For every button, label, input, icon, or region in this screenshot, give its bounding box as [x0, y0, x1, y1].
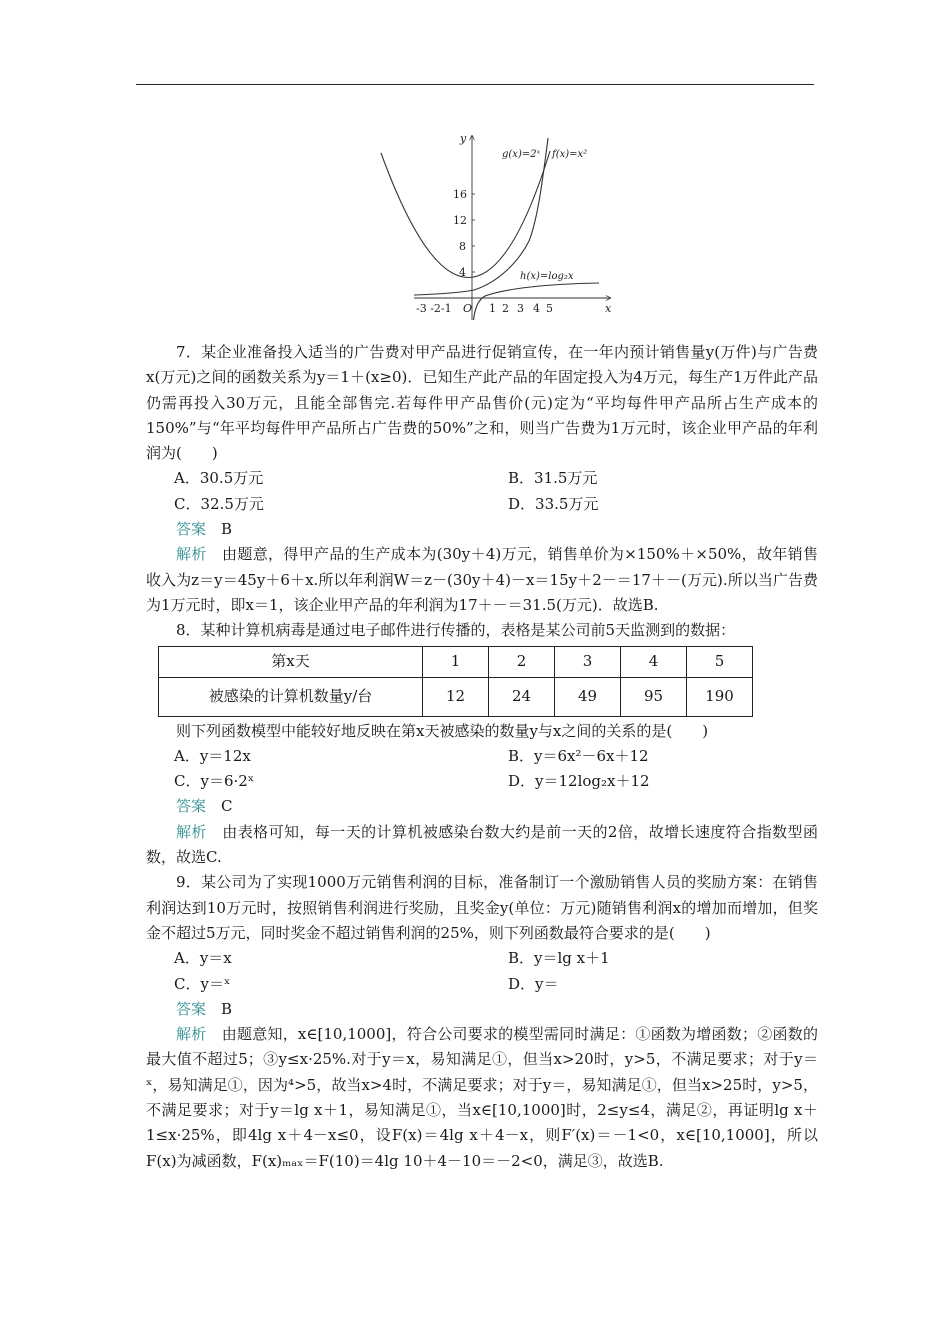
y-tick-8: 8	[459, 240, 466, 253]
q8-data-table	[158, 646, 753, 717]
q8-analysis-text: 由表格可知，每一天的计算机被感染台数大约是前一天的2倍，故增长速度符合指数型函数，故选C.	[146, 822, 818, 867]
q9-analysis	[146, 1022, 818, 1174]
q7-stem: 7．某企业准备投入适当的广告费对甲产品进行促销宣传，在一年内预计销售量y(万件)与广告费x(万元)之间的函数关系为y＝1＋(x≥0)．已知生产此产品的年固定投入为4万元，每生产1万件此产品仍需再投入30万元，且能全部售完.若每件甲产品售价(元)定为“平均每件甲产品所占生产成本的150%”与“年平均每件甲产品所占广告费的50%”之和，则当广告费为1万元时，该企业甲产品的年利润为( )	[146, 343, 818, 463]
q8-stem: 8．某种计算机病毒是通过电子邮件进行传播的，表格是某公司前5天监测到的数据：	[176, 621, 736, 640]
table-cell: 3	[555, 646, 621, 677]
q9-option-d: D．y＝	[508, 974, 559, 993]
q9-answer-value: B	[221, 999, 233, 1018]
table-cell: 2	[489, 646, 555, 677]
y-tick-12: 12	[453, 214, 467, 227]
label-f: f(x)=x²	[552, 149, 588, 160]
y-tick-4: 4	[459, 266, 466, 279]
y-axis-label: y	[460, 132, 467, 145]
table-cell: 5	[687, 646, 753, 677]
table-cell: 4	[621, 646, 687, 677]
q8-question: 则下列函数模型中能较好地反映在第x天被感染的数量y与x之间的关系的是( )	[176, 721, 709, 740]
q8-option-a: A．y＝12x	[174, 746, 251, 765]
table-cell: 1	[423, 646, 489, 677]
table-cell: 95	[621, 677, 687, 716]
q9-options-row1	[146, 946, 818, 971]
answer-tag: 答案	[176, 520, 207, 539]
q9-stem: 9．某公司为了实现1000万元销售利润的目标，准备制订一个激励销售人员的奖励方案：在销售利润达到10万元时，按照销售利润进行奖励，且奖金y(单位：万元)随销售利润x的增加而增加，但奖金不超过5万元，同时奖金不超过销售利润的25%，则下列函数最符合要求的是( )	[146, 873, 818, 942]
origin-label: O	[463, 302, 473, 315]
label-g: g(x)=2ˣ	[502, 149, 541, 160]
table-header-day: 第x天	[159, 646, 423, 677]
q9-analysis-text: 由题意知，x∈[10,1000]，符合公司要求的模型需同时满足：①函数为增函数；②函数的最大值不超过5；③y≤x·25%.对于y＝x，易知满足①，但当x>20时，y>5，不满足要求；对于y＝ˣ，易知满足①，因为⁴>5，故当x>4时，不满足要求；对于y＝，易知满足①，但当x>25时，y>5，不满足要求；对于y＝lg x＋1，易知满足①，当x∈[10,1000]时，2≤y≤4，满足②，再证明lg x＋1≤x·25%，即4lg x＋4－x≤0，设F(x)＝4lg x＋4－x，则F′(x)＝－1<0，x∈[10,1000]，所以F(x)为减函数，F(x)ₘₐₓ＝F(10)＝4lg 10＋4－10＝－2<0，满足③，故选B.	[146, 1025, 818, 1170]
x-ticks-negative: -3 -2-1	[416, 302, 452, 315]
q9-answer	[146, 997, 818, 1022]
x-tick-3: 3	[517, 302, 524, 315]
q8-options-row2	[146, 769, 818, 794]
answer-tag: 答案	[176, 999, 207, 1018]
q7-option-b: B．31.5万元	[508, 469, 598, 488]
q7-options-row2	[146, 492, 818, 517]
table-row	[159, 677, 753, 716]
q8-option-c: C．y＝6·2ˣ	[174, 772, 255, 791]
q8-answer	[146, 794, 818, 819]
header-rule	[136, 84, 814, 85]
q7-answer	[146, 517, 818, 542]
table-header-infected: 被感染的计算机数量y/台	[159, 677, 423, 716]
q8-answer-value: C	[221, 797, 233, 816]
q7-options-row1	[146, 466, 818, 491]
q8-analysis	[146, 820, 818, 871]
document-body	[146, 340, 818, 1174]
q7-option-c: C．32.5万元	[174, 494, 264, 513]
y-tick-16: 16	[453, 188, 467, 201]
q8-option-b: B．y＝6x²－6x＋12	[508, 746, 649, 765]
q9-options-row2	[146, 972, 818, 997]
analysis-tag: 解析	[176, 822, 207, 841]
analysis-tag: 解析	[176, 545, 207, 564]
answer-tag: 答案	[176, 797, 207, 816]
analysis-tag: 解析	[176, 1025, 207, 1044]
table-cell: 190	[687, 677, 753, 716]
q8-options-row1	[146, 744, 818, 769]
q7-analysis-text: 由题意，得甲产品的生产成本为(30y＋4)万元，销售单价为×150%＋×50%，故年销售收入为z＝y＝45y＋6＋x.所以年利润W＝z－(30y＋4)－x＝15y＋2－＝17＋－(万元).所以当广告费为1万元时，即x＝1，该企业甲产品的年利润为17＋－＝31.5(万元)．故选B.	[146, 545, 818, 614]
q9-option-a: A．y＝x	[174, 949, 232, 968]
x-tick-2: 2	[502, 302, 509, 315]
q9-option-c: C．y＝ˣ	[174, 974, 231, 993]
label-h: h(x)=log₂x	[520, 271, 574, 282]
q7-option-a: A．30.5万元	[174, 469, 264, 488]
x-tick-5: 5	[546, 302, 553, 315]
table-cell: 49	[555, 677, 621, 716]
x-tick-4: 4	[533, 302, 540, 315]
table-cell: 12	[423, 677, 489, 716]
q7-option-d: D．33.5万元	[508, 494, 599, 513]
function-graph-figure	[374, 126, 622, 322]
q8-option-d: D．y＝12log₂x＋12	[508, 772, 650, 791]
x-tick-1: 1	[489, 302, 496, 315]
q7-answer-value: B	[221, 520, 233, 539]
q9-option-b: B．y＝lg x＋1	[508, 949, 610, 968]
table-cell: 24	[489, 677, 555, 716]
table-row	[159, 646, 753, 677]
x-axis-label: x	[605, 302, 612, 315]
q7-analysis	[146, 542, 818, 618]
